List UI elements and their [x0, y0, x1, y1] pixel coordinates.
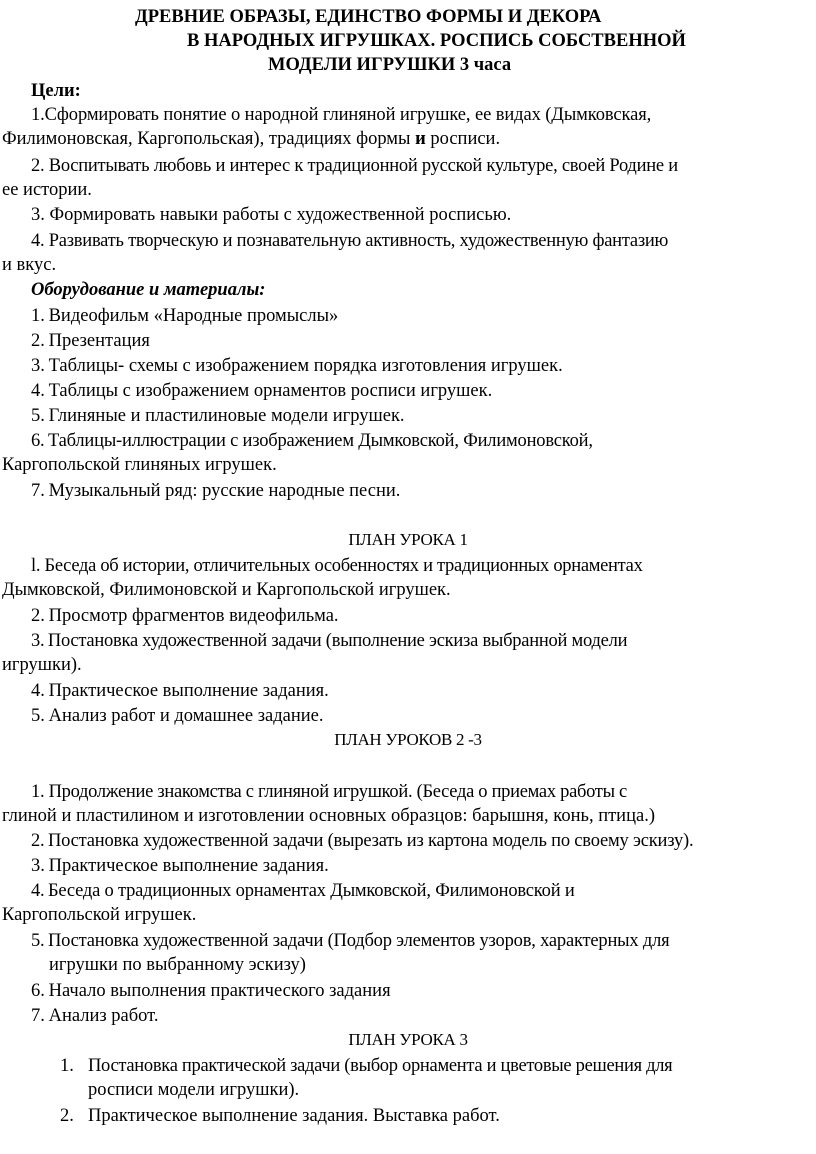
equipment-item-3: 3. Таблицы- схемы с изображением порядка изготовления игрушек. [31, 356, 563, 376]
plan-3-item-1-line-1: Постановка практической задачи (выбор орнамента и цветовые решения для [88, 1056, 673, 1076]
goal-2-line-1: 2. Воспитывать любовь и интерес к традиционной русской культуре, своей Родине и [31, 156, 678, 176]
goal-1-text-end: росписи. [425, 129, 501, 149]
plan-3-item-2: Практическое выполнение задания. Выставка работ. [88, 1106, 500, 1126]
title-line-1: ДРЕВНИЕ ОБРАЗЫ, ЕДИНСТВО ФОРМЫ И ДЕКОРА [135, 7, 602, 27]
equipment-item-2: 2. Презентация [31, 331, 150, 351]
goal-1-bold-conjunction: и [415, 129, 426, 149]
plan-2-3-item-7: 7. Анализ работ. [31, 1006, 159, 1026]
equipment-heading: Оборудование и материалы: [31, 280, 266, 300]
title-line-3: МОДЕЛИ ИГРУШКИ 3 часа [268, 55, 512, 75]
goal-4-line-2: и вкус. [2, 255, 57, 275]
goal-1-text: Филимоновская, Каргопольская), традициях формы [2, 129, 416, 149]
plan-1-item-4: 4. Практическое выполнение задания. [31, 681, 329, 701]
plan-1-item-1-line-2: Дымковской, Филимоновской и Каргопольской игрушек. [2, 580, 451, 600]
plan-1-item-1-line-1: l. Беседа об истории, отличительных особенностях и традиционных орнаментах [31, 556, 643, 576]
plan-1-item-5: 5. Анализ работ и домашнее задание. [31, 706, 324, 726]
plan-3-item-2-number: 2. [60, 1106, 74, 1126]
plan-2-3-item-2: 2. Постановка художественной задачи (вырезать из картона модель по своему эскизу). [31, 831, 694, 851]
title-line-2: В НАРОДНЫХ ИГРУШКАХ. РОСПИСЬ СОБСТВЕННОЙ [187, 31, 686, 51]
plan-2-3-item-3: 3. Практическое выполнение задания. [31, 856, 329, 876]
equipment-item-7: 7. Музыкальный ряд: русские народные песни. [31, 481, 401, 501]
plan-2-3-item-1-line-2: глиной и пластилином и изготовлении основных образцов: барышня, конь, птица.) [2, 806, 655, 826]
plan-2-3-item-5-line-2: игрушки по выбранному эскизу) [49, 955, 306, 975]
plan-3-item-1-number: 1. [60, 1056, 74, 1076]
plan-1-item-3-line-1: 3. Постановка художественной задачи (выполнение эскиза выбранной модели [31, 631, 628, 651]
equipment-item-1: 1. Видеофильм «Народные промыслы» [31, 306, 339, 326]
goal-2-line-2: ее истории. [2, 180, 92, 200]
equipment-item-6-line-2: Каргопольской глиняных игрушек. [2, 455, 277, 475]
plan-3-heading: ПЛАН УРОКА 3 [348, 1030, 468, 1049]
plan-1-item-2: 2. Просмотр фрагментов видеофильма. [31, 606, 339, 626]
goal-1-line-1: 1.Сформировать понятие о народной глиняной игрушке, ее видах (Дымковская, [31, 105, 652, 125]
goal-3: 3. Формировать навыки работы с художественной росписью. [31, 205, 512, 225]
plan-2-3-item-5-line-1: 5. Постановка художественной задачи (Подбор элементов узоров, характерных для [31, 931, 670, 951]
equipment-item-6-line-1: 6. Таблицы-иллюстрации с изображением Дымковской, Филимоновской, [31, 431, 593, 451]
plan-2-3-item-4-line-2: Каргопольской игрушек. [2, 905, 197, 925]
goal-1-line-2 [2, 127, 500, 151]
goal-4-line-1: 4. Развивать творческую и познавательную активность, художественную фантазию [31, 231, 669, 251]
equipment-item-4: 4. Таблицы с изображением орнаментов росписи игрушек. [31, 381, 493, 401]
plan-2-3-heading: ПЛАН УРОКОВ 2 -3 [334, 730, 482, 749]
goals-heading: Цели: [31, 81, 81, 101]
plan-1-item-3-line-2: игрушки). [2, 655, 82, 675]
plan-2-3-item-1-line-1: 1. Продолжение знакомства с глиняной игрушкой. (Беседа о приемах работы с [31, 782, 627, 802]
plan-2-3-item-4-line-1: 4. Беседа о традиционных орнаментах Дымковской, Филимоновской и [31, 881, 575, 901]
equipment-item-5: 5. Глиняные и пластилиновые модели игрушек. [31, 406, 405, 426]
plan-3-item-1-line-2: росписи модели игрушки). [88, 1080, 300, 1100]
plan-2-3-item-6: 6. Начало выполнения практического задания [31, 981, 391, 1001]
plan-1-heading: ПЛАН УРОКА 1 [348, 530, 468, 549]
